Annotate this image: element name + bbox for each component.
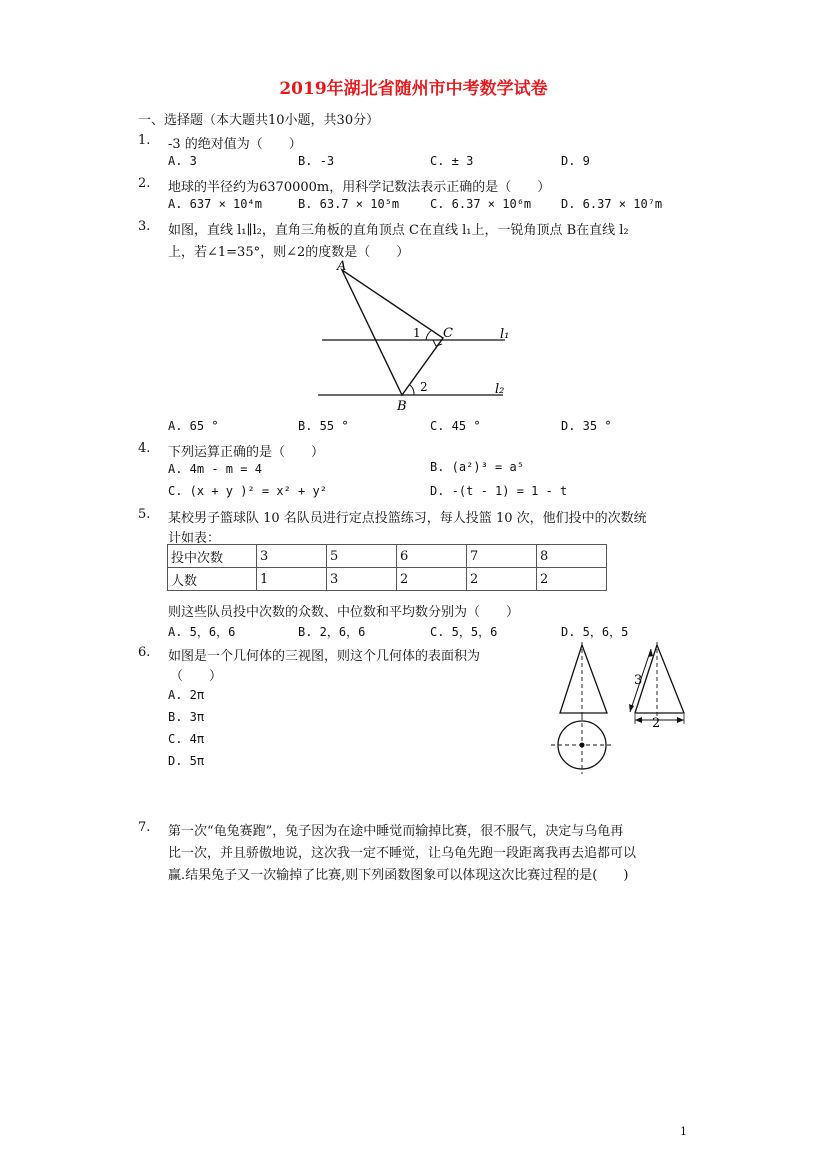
question-text: 下列运算正确的是（ ） (168, 445, 325, 460)
question-text: 赢.结果兔子又一次输掉了比赛,则下列函数图象可以体现这次比赛过程的是( ) (168, 868, 629, 883)
question-text: 比一次，并且骄傲地说，这次我一定不睡觉，让乌龟先跑一段距离我再去追都可以 (168, 846, 637, 861)
angle2-label: 2 (420, 380, 428, 394)
table-cell: 6 (397, 545, 467, 568)
option-b: B. 2，6，6 (298, 625, 366, 639)
table-cell: 1 (257, 568, 327, 591)
vertex-b-label: B (397, 399, 407, 414)
option-d: D. 35 ° (561, 419, 612, 433)
vertex-c-label: C (443, 326, 453, 341)
base-label: 2 (652, 716, 661, 731)
table-cell: 2 (467, 568, 537, 591)
table-cell: 8 (537, 545, 607, 568)
option-d: D. 5，6，5 (561, 625, 629, 639)
table-cell: 2 (537, 568, 607, 591)
option-c: C. 6.37 × 10⁶m (430, 197, 532, 211)
three-view-figure (545, 640, 695, 780)
option-a: A. 2π (168, 688, 205, 702)
option-b: B. -3 (298, 154, 335, 168)
option-a: A. 3 (168, 154, 197, 168)
slant-label: 3 (634, 673, 643, 688)
data-table (167, 544, 607, 591)
option-c: C. 45 ° (430, 419, 481, 433)
table-cell: 3 (257, 545, 327, 568)
option-d: D. -(t - 1) = 1 - t (430, 484, 568, 498)
question-number: 1. (138, 133, 151, 148)
question-text: 某校男子篮球队 10 名队员进行定点投篮练习，每人投篮 10 次，他们投中的次数统 (168, 511, 647, 526)
table-row (168, 545, 607, 568)
option-b: B. 3π (168, 710, 205, 724)
question-text: 上，若∠1=35°，则∠2的度数是（ ） (168, 245, 410, 260)
table-cell: 人数 (168, 568, 257, 591)
option-a: A. 5，6，6 (168, 625, 236, 639)
option-d: D. 6.37 × 10⁷m (561, 197, 663, 211)
option-c: C. 4π (168, 732, 205, 746)
side-view (635, 645, 684, 713)
option-a: A. 4m - m = 4 (168, 462, 262, 476)
table-row (168, 568, 607, 591)
option-c: C. (x + y )² = x² + y² (168, 484, 327, 498)
question-text: 第一次“龟兔赛跑”，兔子因为在途中睡觉而输掉比赛，很不服气，决定与乌龟再 (168, 824, 624, 839)
table-cell: 投中次数 (168, 545, 257, 568)
option-d: D. 5π (168, 754, 205, 768)
option-b: B. (a²)³ = a⁵ (430, 460, 524, 474)
table-cell: 3 (327, 568, 397, 591)
option-d: D. 9 (561, 154, 590, 168)
question-text: -3 的绝对值为（ ） (168, 137, 302, 152)
section-heading: 一、选择题（本大题共10小题，共30分） (138, 113, 380, 128)
question-text: 如图是一个几何体的三视图，则这个几何体的表面积为 (168, 649, 481, 664)
option-a: A. 65 ° (168, 419, 219, 433)
page-number: 1 (680, 1125, 687, 1138)
angle1-arc (426, 330, 432, 340)
l1-label: l₁ (500, 327, 510, 342)
option-a: A. 637 × 10⁴m (168, 197, 262, 211)
question-text: 地球的半径约为6370000m，用科学记数法表示正确的是（ ） (168, 180, 551, 195)
question-text: 如图，直线 l₁∥l₂，直角三角板的直角顶点 C在直线 l₁上，一锐角顶点 B在直线 l₂ (168, 223, 629, 238)
table-cell: 7 (467, 545, 537, 568)
option-b: B. 63.7 × 10⁵m (298, 197, 400, 211)
question-number: 7. (138, 820, 151, 835)
triangle (342, 270, 443, 395)
question-number: 5. (138, 507, 151, 522)
option-c: C. ± 3 (430, 154, 474, 168)
angle2-arc (410, 385, 414, 395)
question-number: 3. (138, 219, 151, 234)
option-c: C. 5，5，6 (430, 625, 498, 639)
vertex-a-label: A (337, 259, 347, 274)
table-cell: 2 (397, 568, 467, 591)
option-b: B. 55 ° (298, 419, 349, 433)
l2-label: l₂ (495, 382, 505, 397)
page-title: 2019年湖北省随州市中考数学试卷 (279, 79, 548, 99)
question-number: 2. (138, 176, 151, 191)
front-view (560, 645, 607, 713)
triangle-parallel-lines-figure (300, 258, 520, 418)
question-number: 6. (138, 645, 151, 660)
question-text: 则这些队员投中次数的众数、中位数和平均数分别为（ ） (168, 605, 520, 620)
question-number: 4. (138, 441, 151, 456)
table-cell: 5 (327, 545, 397, 568)
angle1-label: 1 (413, 326, 421, 340)
question-text: 计如表： (168, 531, 221, 546)
question-text: （ ） (170, 669, 223, 684)
